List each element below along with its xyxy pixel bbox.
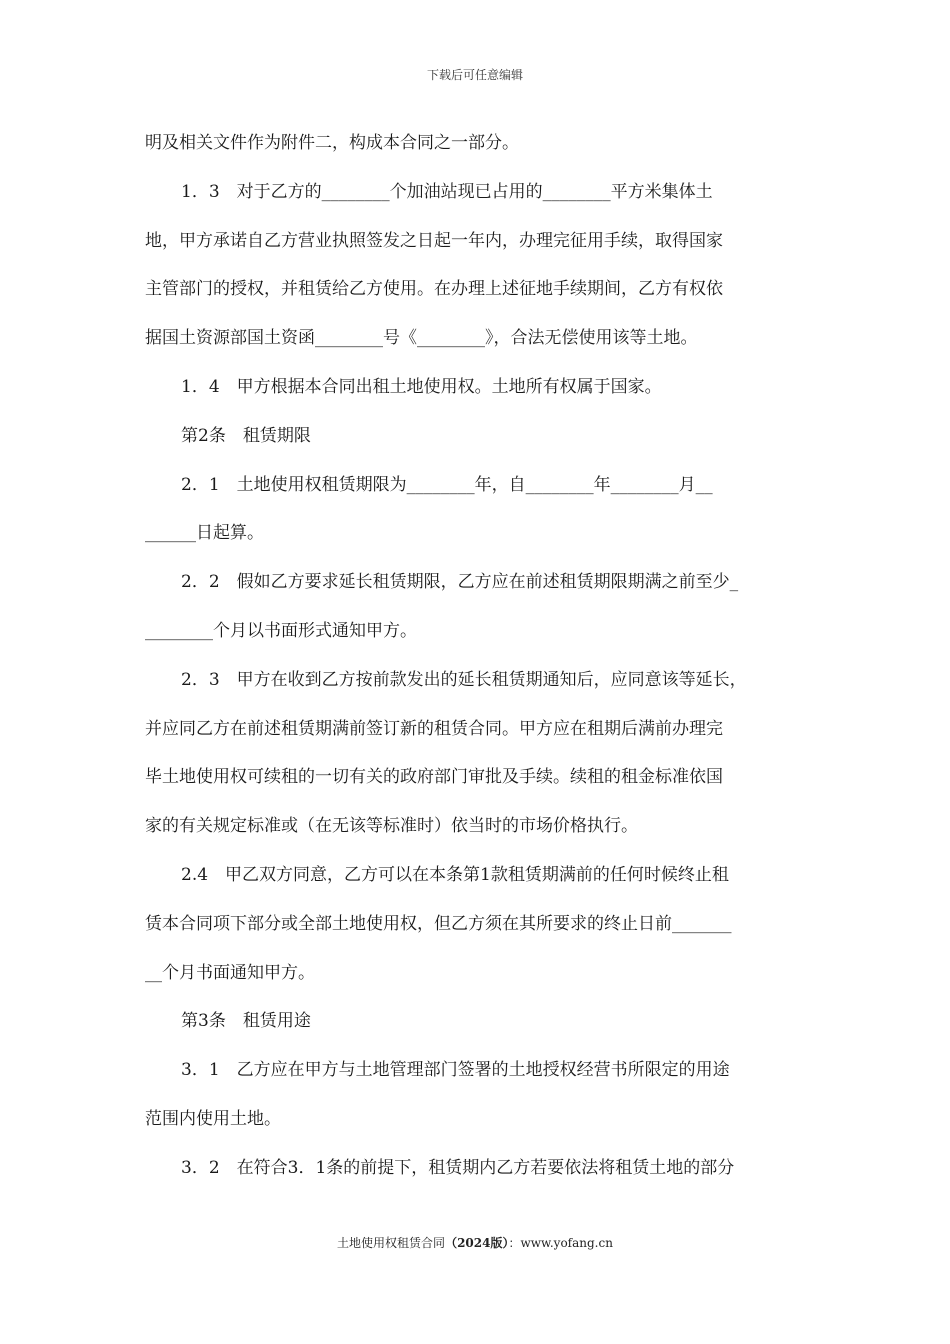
footer-link[interactable]: ：www.yofang.cn — [508, 1236, 613, 1250]
clause-2-2: 2．2 假如乙方要求延长租赁期限，乙方应在前述租赁期限期满之前至少_ — [181, 572, 739, 593]
document-body — [145, 119, 809, 1193]
clause-1-4: 1．4 甲方根据本合同出租土地使用权。土地所有权属于国家。 — [181, 376, 662, 397]
footer-title: 土地使用权租赁合同 — [337, 1236, 446, 1250]
clause-2-4: 2.4 甲乙双方同意，乙方可以在本条第1款租赁期满前的任何时候终止租 — [181, 864, 729, 885]
body-line: 地，甲方承诺自乙方营业执照签发之日起一年内，办理完征用手续，取得国家 — [145, 230, 723, 251]
page-header: 下载后可任意编辑 — [426, 68, 523, 82]
body-line: 家的有关规定标准或（在无该等标准时）依当时的市场价格执行。 — [145, 816, 638, 837]
clause-2-1: 2．1 土地使用权租赁期限为________年，自________年________月__ — [181, 474, 713, 495]
article-3-heading: 第3条 租赁用途 — [181, 1011, 311, 1032]
body-line: 范围内使用土地。 — [145, 1108, 281, 1129]
clause-1-3: 1．3 对于乙方的________个加油站现已占用的________平方米集体土 — [181, 181, 713, 202]
body-line: 明及相关文件作为附件二，构成本合同之一部分。 — [145, 133, 519, 153]
page-footer — [0, 1234, 950, 1251]
body-line: ______日起算。 — [145, 523, 264, 544]
body-line: ________个月以书面形式通知甲方。 — [145, 620, 417, 641]
body-line: __个月书面通知甲方。 — [145, 962, 315, 983]
clause-3-2: 3．2 在符合3．1条的前提下，租赁期内乙方若要依法将租赁土地的部分 — [181, 1157, 735, 1178]
body-line: 赁本合同项下部分或全部土地使用权，但乙方须在其所要求的终止日前_______ — [145, 913, 732, 934]
footer-edition: （2024版） — [445, 1236, 509, 1250]
body-line: 据国土资源部国土资函________号《________》，合法无偿使用该等土地。 — [145, 328, 698, 349]
body-line: 并应同乙方在前述租赁期满前签订新的租赁合同。甲方应在租期后满前办理完 — [145, 718, 723, 739]
clause-2-3: 2．3 甲方在收到乙方按前款发出的延长租赁期通知后，应同意该等延长， — [181, 669, 747, 690]
body-line: 毕土地使用权可续租的一切有关的政府部门审批及手续。续租的租金标准依国 — [145, 767, 723, 788]
article-2-heading: 第2条 租赁期限 — [181, 425, 311, 446]
clause-3-1: 3．1 乙方应在甲方与土地管理部门签署的土地授权经营书所限定的用途 — [181, 1060, 730, 1081]
body-line: 主管部门的授权，并租赁给乙方使用。在办理上述征地手续期间，乙方有权依 — [145, 279, 723, 300]
